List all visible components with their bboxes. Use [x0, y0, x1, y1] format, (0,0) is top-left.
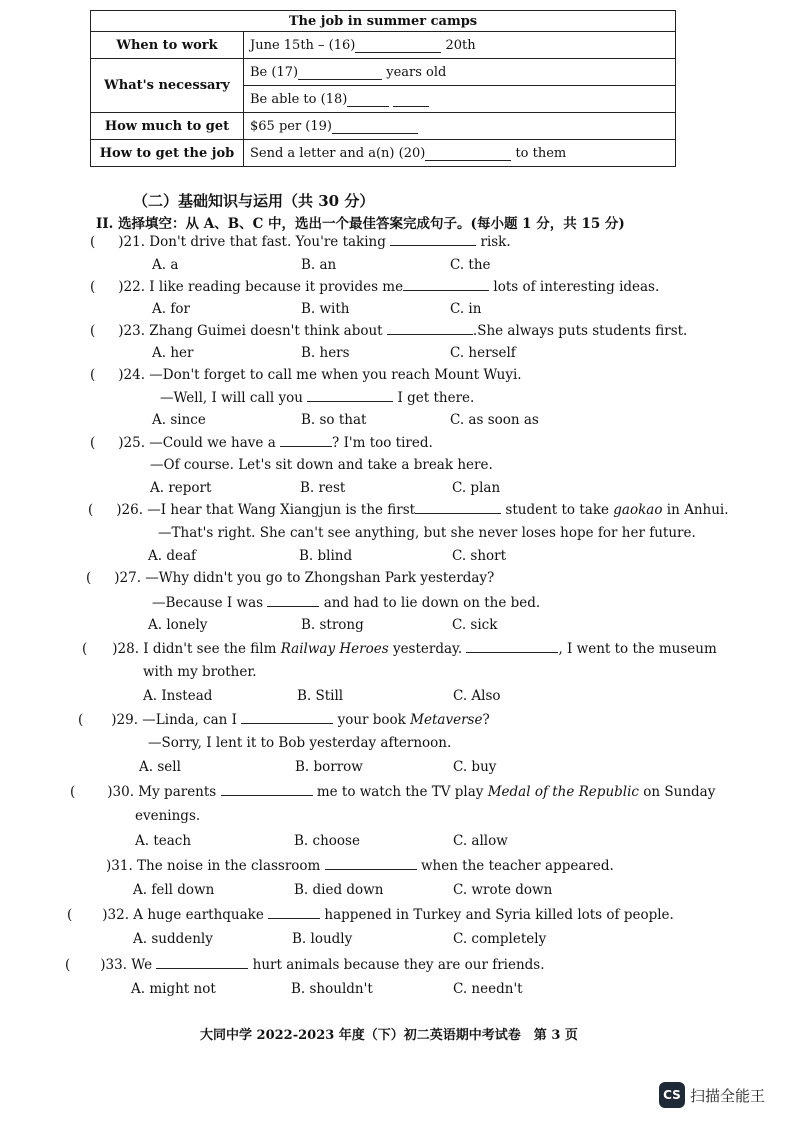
option-a: A. fell down [133, 882, 215, 898]
question-text: Metaverse [410, 712, 483, 728]
table-title: The job in summer camps [91, 11, 676, 32]
option-c: C. short [452, 548, 507, 564]
question-24 [90, 367, 522, 383]
option-c: C. in [450, 301, 482, 317]
option-c: C. needn't [453, 981, 523, 997]
row-value-when [244, 32, 676, 59]
question-text: Medal of the Republic [487, 784, 639, 800]
cell-text: 20th [445, 37, 476, 53]
option-b: B. with [301, 301, 350, 317]
question-text: and had to lie down on the bed. [323, 595, 541, 611]
question-text: )23. Zhang Guimei doesn't think about [118, 323, 383, 339]
question-text: your book [337, 712, 406, 728]
question-24-line2 [160, 389, 474, 406]
cell-text: Be (17) [250, 64, 299, 80]
question-text: when the teacher appeared. [420, 858, 614, 874]
question-text: )25. —Could we have a [118, 435, 276, 451]
question-27 [86, 570, 494, 586]
answer-blank[interactable] [355, 40, 441, 53]
answer-blank[interactable] [280, 434, 332, 447]
answer-blank[interactable] [390, 233, 476, 246]
answer-blank[interactable] [268, 906, 320, 919]
question-22 [90, 278, 659, 295]
answer-blank[interactable] [221, 783, 313, 796]
question-text: )27. —Why didn't you go to Zhongshan Park yesterday? [114, 570, 495, 586]
answer-paren[interactable]: ( [88, 502, 94, 518]
question-text: , I went to the museum [558, 641, 717, 657]
answer-blank[interactable] [393, 94, 429, 107]
option-a: A. might not [131, 981, 216, 997]
row-value-ability [244, 86, 676, 113]
option-b: B. hers [301, 345, 350, 361]
answer-paren[interactable]: ( [70, 784, 76, 800]
option-a: A. a [152, 257, 179, 273]
question-text: gaokao [613, 502, 663, 518]
question-text: student to take [505, 502, 609, 518]
question-text: )21. Don't drive that fast. You're taking [118, 234, 386, 250]
cell-text: years old [386, 64, 447, 80]
option-b: B. so that [301, 412, 367, 428]
question-33 [65, 956, 545, 973]
question-text: )22. I like reading because it provides me [118, 279, 404, 295]
option-a: A. since [152, 412, 206, 428]
question-text: lots of interesting ideas. [493, 279, 660, 295]
answer-blank[interactable] [425, 148, 511, 161]
option-c: C. sick [452, 617, 498, 633]
answer-blank[interactable] [156, 956, 248, 969]
answer-blank[interactable] [466, 640, 558, 653]
option-c: C. buy [453, 759, 497, 775]
answer-blank[interactable] [325, 857, 417, 870]
option-a: A. her [152, 345, 194, 361]
answer-blank[interactable] [387, 322, 473, 335]
option-c: C. Also [453, 688, 501, 704]
option-b: B. strong [301, 617, 364, 633]
option-a: A. Instead [143, 688, 213, 704]
answer-blank[interactable] [307, 389, 393, 402]
question-text: )31. The noise in the classroom [106, 858, 321, 874]
row-label-when: When to work [91, 32, 244, 59]
answer-blank[interactable] [347, 94, 389, 107]
option-b: B. Still [297, 688, 344, 704]
question-text: me to watch the TV play [316, 784, 484, 800]
option-a: A. sell [139, 759, 181, 775]
question-25 [90, 434, 433, 451]
answer-paren[interactable]: ( [90, 234, 96, 250]
question-text: ? I'm too tired. [332, 435, 433, 451]
page-footer: 大同中学 2022-2023 年度（下）初二英语期中考试卷 第 3 页 [200, 1028, 578, 1043]
question-text: Railway Heroes [280, 641, 389, 657]
option-b: B. an [301, 257, 337, 273]
option-c: C. plan [452, 480, 501, 496]
question-27-line2 [152, 594, 540, 611]
answer-blank[interactable] [241, 711, 333, 724]
answer-blank[interactable] [403, 278, 489, 291]
question-text: )30. My parents [107, 784, 217, 800]
question-21 [90, 233, 511, 250]
question-text: ? [482, 712, 490, 728]
option-a: A. report [150, 480, 212, 496]
option-a: A. deaf [148, 548, 197, 564]
question-text: yesterday. [392, 641, 463, 657]
answer-blank[interactable] [332, 121, 418, 134]
answer-paren[interactable]: ( [82, 641, 88, 657]
option-b: B. shouldn't [291, 981, 373, 997]
question-text: .She always puts students first. [472, 323, 688, 339]
question-29-line2: —Sorry, I lent it to Bob yesterday afternoon. [148, 735, 452, 751]
question-text: I get there. [397, 390, 475, 406]
answer-paren[interactable]: ( [86, 570, 92, 586]
question-text: happened in Turkey and Syria killed lots of people. [324, 907, 674, 923]
question-text: )24. —Don't forget to call me when you reach Mount Wuyi. [118, 367, 522, 383]
instruction-text: II. 选择填空：从 A、B、C 中，选出一个最佳答案完成句子。(每小题 1 分，共 15 分) [96, 216, 625, 232]
question-text: —Well, I will call you [160, 390, 303, 406]
cell-text: $65 per (19) [250, 118, 332, 134]
row-value-how [244, 140, 676, 167]
answer-paren[interactable]: ( [90, 323, 96, 339]
question-28-line2: with my brother. [143, 664, 257, 680]
option-b: B. died down [294, 882, 384, 898]
cell-text: June 15th – (16) [250, 37, 356, 53]
row-value-pay [244, 113, 676, 140]
option-b: B. loudly [292, 931, 353, 947]
question-text: —Because I was [152, 595, 264, 611]
summer-camp-job-table [90, 10, 676, 167]
answer-blank[interactable] [415, 501, 501, 514]
option-b: B. choose [294, 833, 360, 849]
option-b: B. borrow [295, 759, 363, 775]
question-26-line2: —That's right. She can't see anything, but she never loses hope for her future. [158, 525, 696, 541]
option-b: B. rest [300, 480, 346, 496]
answer-paren[interactable]: ( [90, 367, 96, 383]
cell-text: to them [515, 145, 567, 161]
option-a: A. lonely [148, 617, 208, 633]
question-text: )33. We [100, 957, 153, 973]
watermark-text: 扫描全能王 [690, 1086, 766, 1105]
option-a: A. teach [135, 833, 192, 849]
question-32 [67, 906, 674, 923]
answer-paren[interactable]: ( [65, 957, 71, 973]
option-a: A. for [152, 301, 190, 317]
question-text: )26. —I hear that Wang Xiangjun is the first [116, 502, 416, 518]
answer-paren[interactable]: ( [67, 907, 73, 923]
row-label-necessary: What's necessary [91, 59, 244, 113]
option-c: C. completely [453, 931, 547, 947]
question-text: in Anhui. [666, 502, 729, 518]
question-31 [106, 857, 614, 874]
question-25-line2: —Of course. Let's sit down and take a break here. [150, 457, 493, 473]
answer-blank[interactable] [267, 594, 319, 607]
question-23 [90, 322, 687, 339]
scanner-watermark [659, 1082, 765, 1108]
option-b: B. blind [299, 548, 353, 564]
question-text: )28. I didn't see the film [112, 641, 277, 657]
option-a: A. suddenly [133, 931, 213, 947]
question-26 [88, 501, 729, 518]
camscanner-logo-icon: CS [659, 1082, 685, 1108]
answer-blank[interactable] [298, 67, 382, 80]
question-28 [82, 640, 717, 657]
question-text: hurt animals because they are our friends. [252, 957, 545, 973]
answer-paren[interactable]: ( [90, 279, 96, 295]
question-30 [70, 783, 715, 800]
question-29 [78, 711, 490, 728]
option-c: C. as soon as [450, 412, 539, 428]
question-text: )29. —Linda, can I [111, 712, 237, 728]
section-title: （二）基础知识与运用（共 30 分） [133, 192, 375, 210]
answer-paren[interactable]: ( [90, 435, 96, 451]
row-label-pay: How much to get [91, 113, 244, 140]
question-text: )32. A huge earthquake [102, 907, 264, 923]
option-c: C. the [450, 257, 491, 273]
option-c: C. allow [453, 833, 508, 849]
question-30-line2: evenings. [135, 808, 201, 824]
option-c: C. wrote down [453, 882, 553, 898]
answer-paren[interactable]: ( [78, 712, 84, 728]
row-label-how: How to get the job [91, 140, 244, 167]
cell-text: Send a letter and a(n) (20) [250, 145, 426, 161]
cell-text: Be able to (18) [250, 91, 348, 107]
question-text: risk. [480, 234, 511, 250]
option-c: C. herself [450, 345, 516, 361]
row-value-age [244, 59, 676, 86]
question-text: on Sunday [643, 784, 716, 800]
